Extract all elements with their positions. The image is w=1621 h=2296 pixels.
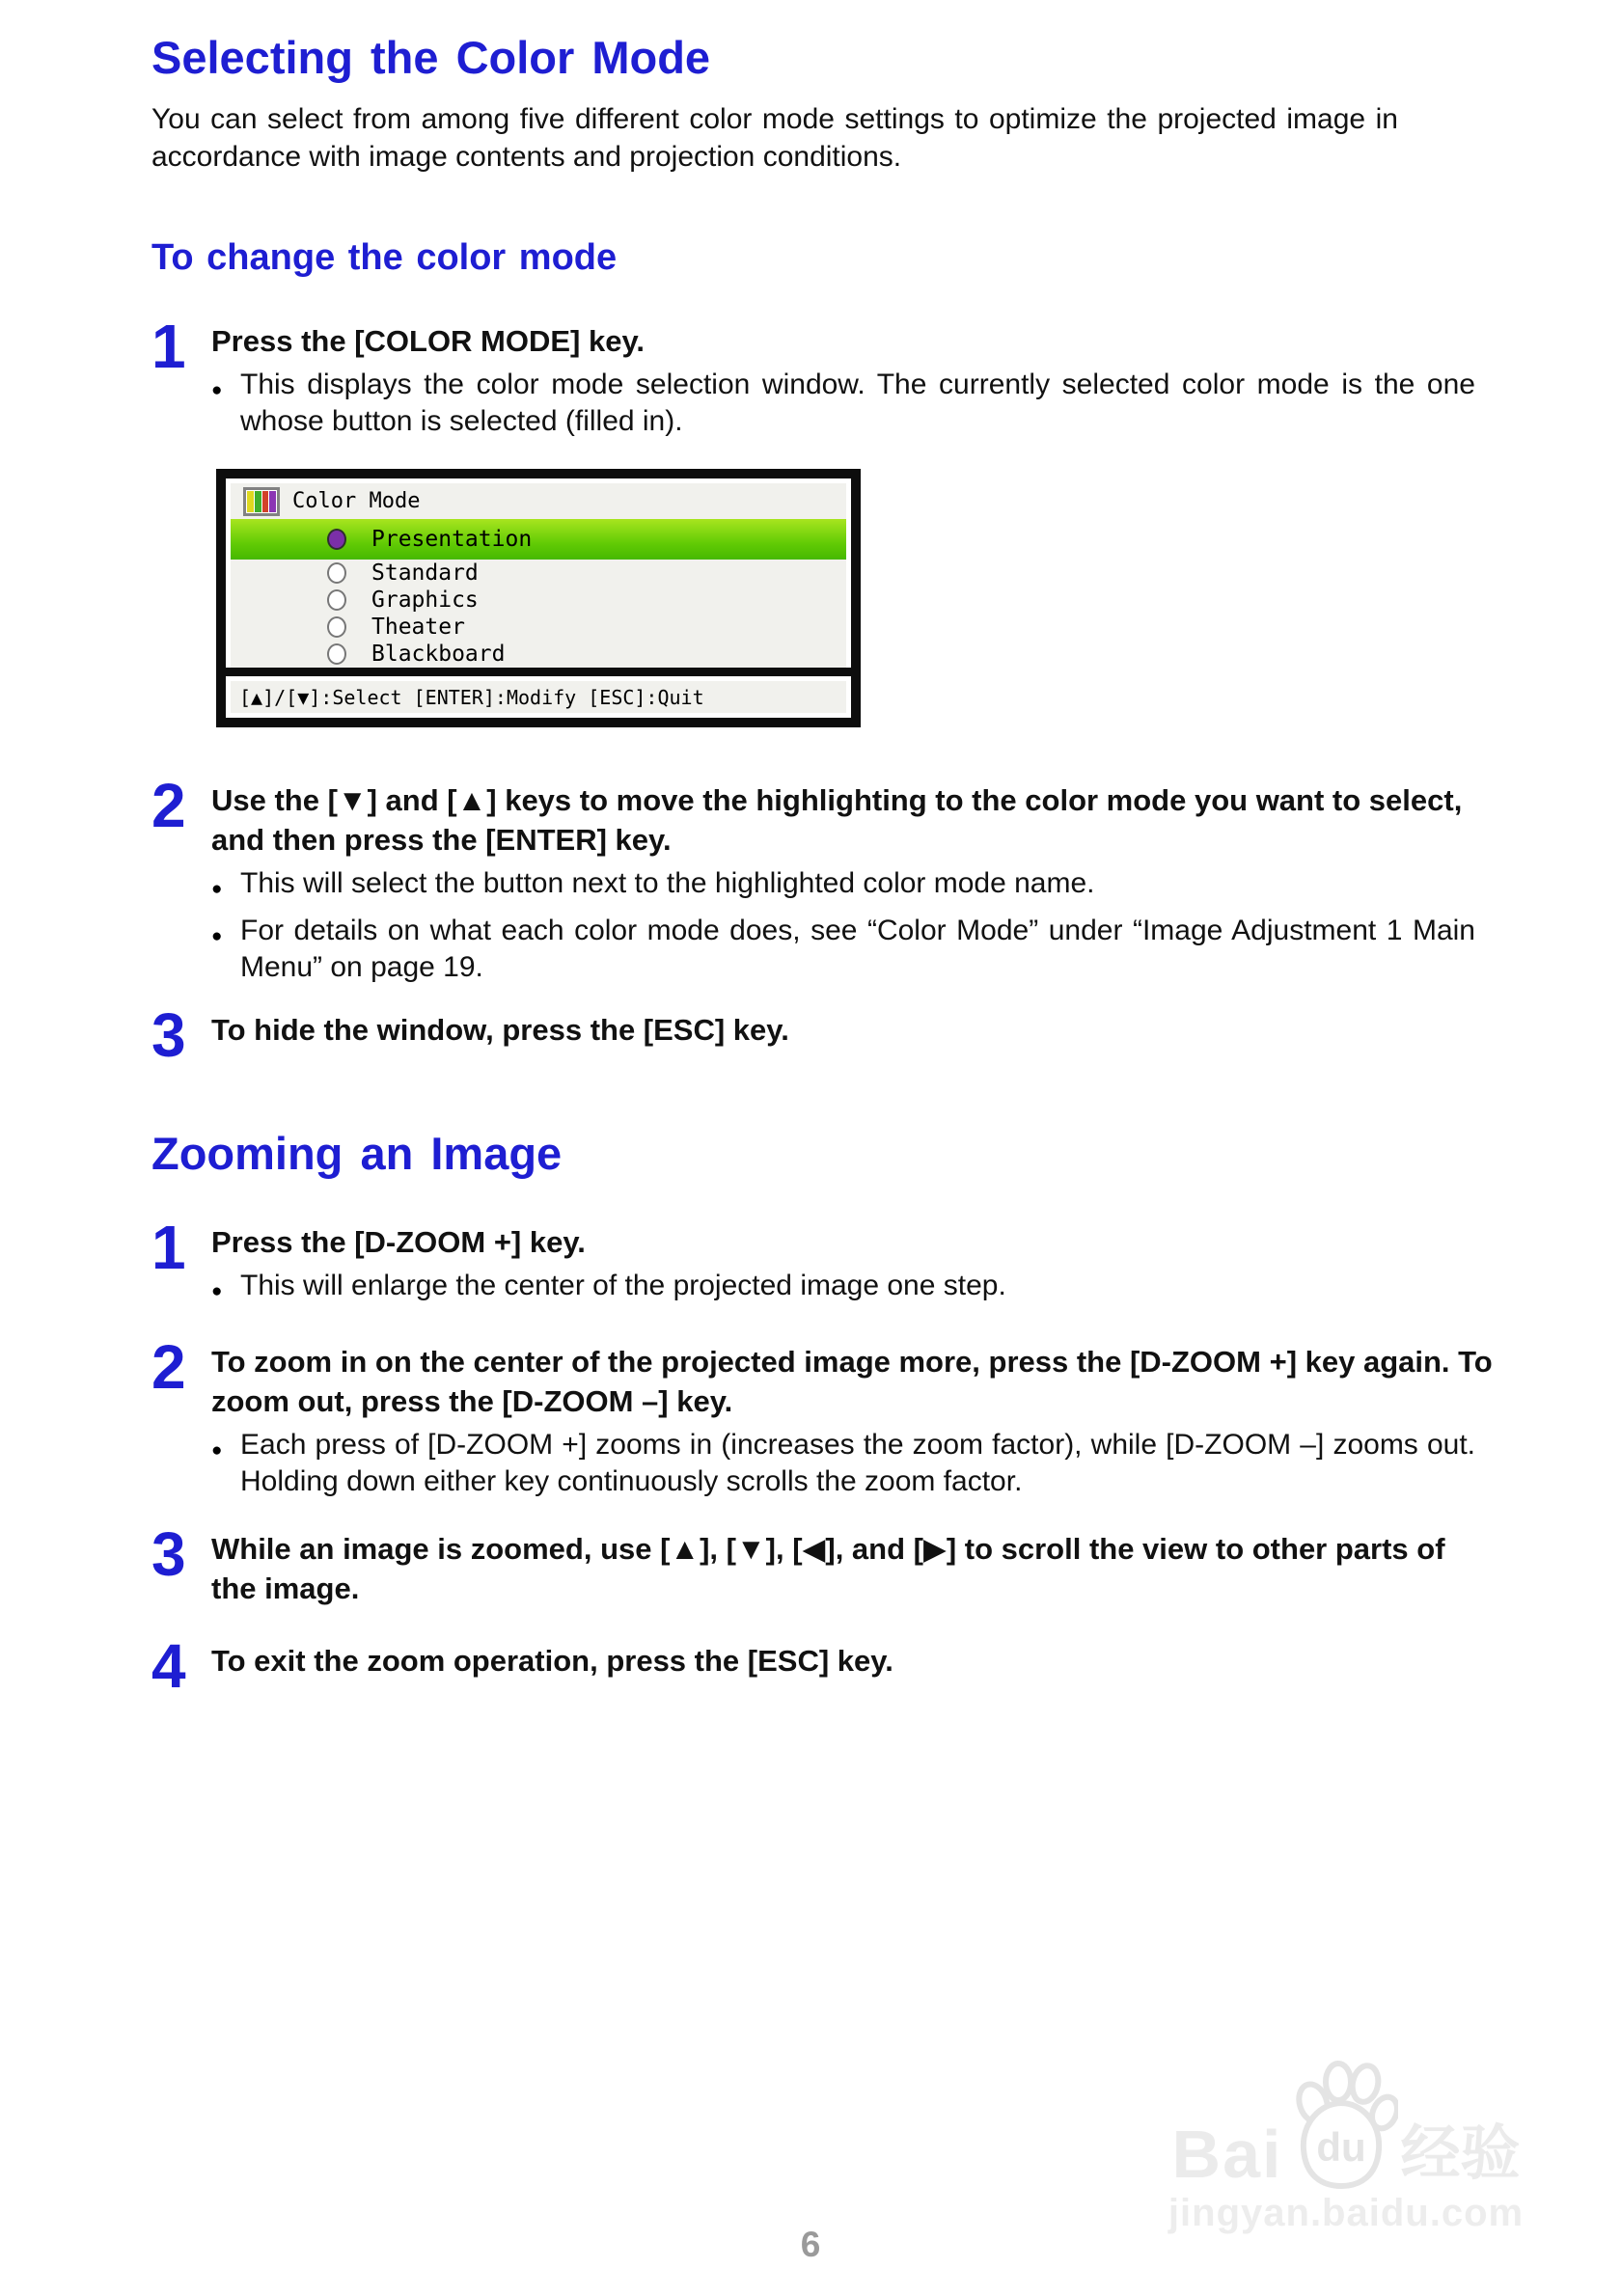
radio-icon[interactable]	[327, 562, 346, 584]
bullet-icon: ●	[211, 1281, 223, 1301]
radio-icon[interactable]	[327, 643, 346, 665]
step-number: 3	[151, 1519, 186, 1589]
bullet-icon: ●	[211, 380, 223, 400]
step-heading: To zoom in on the center of the projected image more, press the [D-ZOOM +] key again. To zoom out, press the [D-ZOOM –] key.	[211, 1345, 1493, 1418]
bullet-text: This will enlarge the center of the projected image one step.	[240, 1270, 1006, 1301]
option-label: Theater	[371, 615, 465, 640]
step	[151, 1519, 1506, 1608]
option-label: Blackboard	[371, 642, 506, 667]
option-blackboard[interactable]	[231, 641, 846, 668]
bullet-item	[211, 367, 1506, 440]
step-number: 1	[151, 1213, 186, 1282]
radio-icon[interactable]	[327, 616, 346, 638]
bullet-icon: ●	[211, 879, 223, 899]
option-label: Standard	[371, 560, 479, 586]
step-number: 1	[151, 312, 186, 381]
bullet-icon: ●	[211, 1440, 223, 1461]
section-title-selecting-color-mode: Selecting the Color Mode	[151, 32, 711, 83]
watermark-bai-text: Bai	[1171, 2117, 1283, 2192]
section-intro: You can select from among five different color mode settings to optimize the projected image in accordance with image contents and projection conditions.	[151, 103, 1398, 173]
window-separator	[226, 668, 851, 676]
bullet-text: This displays the color mode selection window. The currently selected color mode is the one whose button is selected (filled in).	[240, 369, 1475, 437]
bullet-text: Each press of [D-ZOOM +] zooms in (increases the zoom factor), while [D-ZOOM –] zooms out. Holding down either key continuously scrolls the zoom factor.	[240, 1429, 1475, 1497]
step	[151, 1332, 1506, 1500]
radio-icon[interactable]	[327, 589, 346, 611]
step-number: 2	[151, 1332, 186, 1402]
step-heading: Use the [▼] and [▲] keys to move the highlighting to the color mode you want to select, and then press the [ENTER] key.	[211, 783, 1463, 857]
window-statusbar: [▲]/[▼]:Select [ENTER]:Modify [ESC]:Quit	[231, 681, 846, 713]
section-title-zooming-an-image: Zooming an Image	[151, 1128, 563, 1179]
step	[151, 1213, 1506, 1310]
svg-text:du: du	[1316, 2124, 1367, 2170]
step-number: 2	[151, 771, 186, 840]
bullet-item	[211, 865, 1506, 908]
bullet-text: This will select the button next to the highlighted color mode name.	[240, 867, 1095, 899]
color-mode-window-titlebar	[231, 483, 846, 519]
bullet-item	[211, 1268, 1506, 1310]
bullet-icon: ●	[211, 926, 223, 946]
step	[151, 771, 1506, 986]
option-presentation[interactable]	[231, 519, 846, 560]
step-heading: Press the [COLOR MODE] key.	[211, 324, 646, 358]
radio-selected-icon[interactable]	[327, 529, 346, 550]
option-theater[interactable]	[231, 614, 846, 641]
color-mode-window-title: Color Mode	[292, 489, 421, 513]
option-label: Graphics	[371, 588, 479, 613]
color-mode-icon	[243, 487, 280, 516]
step	[151, 1631, 1506, 1701]
step-number: 3	[151, 1000, 186, 1070]
option-standard[interactable]	[231, 560, 846, 587]
step-heading: While an image is zoomed, use [▲], [▼], [◀], and [▶] to scroll the view to other parts of the image.	[211, 1532, 1445, 1605]
step-heading: To hide the window, press the [ESC] key.	[211, 1013, 789, 1047]
option-graphics[interactable]	[231, 587, 846, 614]
subheading-change-color-mode: To change the color mode	[151, 237, 618, 278]
bullet-item	[211, 1427, 1506, 1500]
watermark-jingyan-text: 经验	[1400, 2120, 1521, 2187]
bullet-text: For details on what each color mode does, see “Color Mode” under “Image Adjustment 1 Main Menu” on page 19.	[240, 915, 1475, 983]
option-label: Presentation	[371, 527, 533, 552]
baidu-jingyan-watermark	[1134, 2053, 1558, 2235]
page-number: 6	[800, 2225, 821, 2264]
watermark-url: jingyan.baidu.com	[1168, 2192, 1525, 2234]
step-heading: Press the [D-ZOOM +] key.	[211, 1225, 586, 1259]
color-mode-window	[216, 469, 861, 727]
step-number: 4	[151, 1631, 186, 1701]
step	[151, 312, 1506, 440]
step-heading: To exit the zoom operation, press the [ESC] key.	[211, 1644, 893, 1678]
step	[151, 1000, 1506, 1070]
bullet-item	[211, 913, 1506, 986]
baidu-paw-icon	[1284, 2053, 1398, 2198]
